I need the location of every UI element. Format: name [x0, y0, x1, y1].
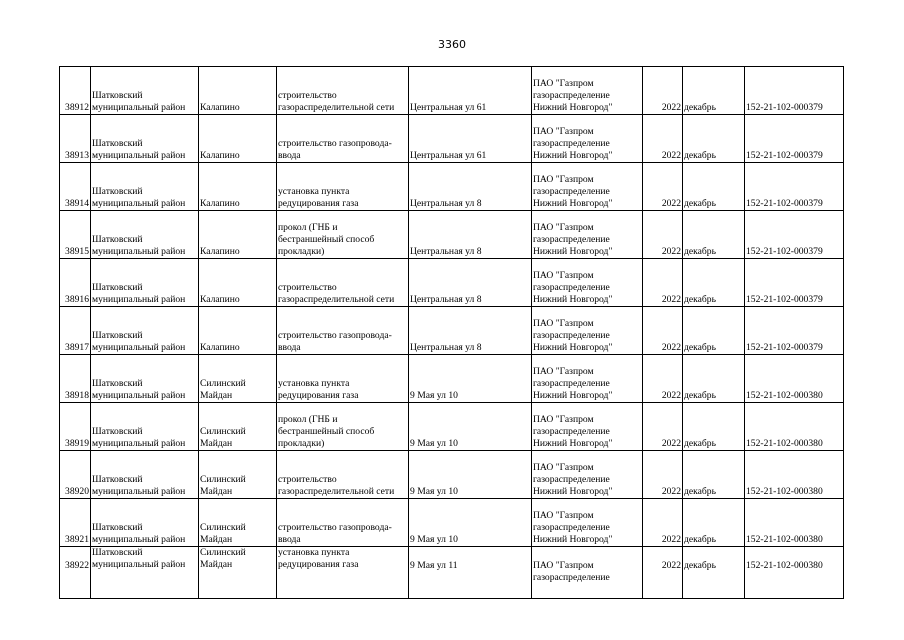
- cell-locality: [199, 67, 277, 115]
- cell-work-type: [277, 163, 409, 211]
- cell-address: 9 Мая ул 10: [409, 403, 532, 451]
- cell-district-line: Шатковский: [92, 522, 143, 533]
- cell-month: декабрь: [683, 499, 745, 547]
- cell-number: 38916: [60, 259, 91, 307]
- cell-organization: [532, 451, 643, 499]
- cell-code: 152-21-102-000379: [745, 67, 844, 115]
- cell-work-type-line: газораспределительной сети: [278, 486, 395, 497]
- cell-organization-line: ПАО "Газпром: [533, 126, 594, 137]
- cell-organization: [532, 259, 643, 307]
- cell-work-type: [277, 67, 409, 115]
- cell-work-type-line: редуцирования газа: [278, 559, 359, 570]
- table-row: [60, 163, 844, 211]
- gas-works-table: [59, 66, 844, 599]
- cell-number: 38922: [60, 547, 91, 599]
- cell-organization-line: Нижний Новгород": [533, 102, 613, 113]
- cell-district-line: муниципальный район: [92, 198, 186, 209]
- cell-number: 38912: [60, 67, 91, 115]
- cell-locality: [199, 547, 277, 599]
- cell-organization-line: ПАО "Газпром: [533, 462, 594, 473]
- cell-organization-line: газораспределение: [533, 522, 610, 533]
- cell-work-type-line: установка пункта: [278, 186, 350, 197]
- cell-month: декабрь: [683, 115, 745, 163]
- cell-district-line: Шатковский: [92, 138, 143, 149]
- cell-district-line: Шатковский: [92, 426, 143, 437]
- cell-organization-line: Нижний Новгород": [533, 198, 613, 209]
- cell-work-type-line: прокладки): [278, 246, 325, 257]
- cell-district-line: Шатковский: [92, 378, 143, 389]
- cell-code: 152-21-102-000380: [745, 355, 844, 403]
- cell-code: 152-21-102-000379: [745, 163, 844, 211]
- cell-work-type-line: бестраншейный способ: [278, 234, 375, 245]
- cell-year: 2022: [643, 499, 683, 547]
- cell-organization-line: газораспределение: [533, 426, 610, 437]
- cell-address: Центральная ул 61: [409, 67, 532, 115]
- cell-number: 38913: [60, 115, 91, 163]
- cell-organization-line: ПАО "Газпром: [533, 222, 594, 233]
- cell-year: 2022: [643, 403, 683, 451]
- cell-year: 2022: [643, 547, 683, 599]
- cell-organization-line: Нижний Новгород": [533, 534, 613, 545]
- cell-organization: [532, 307, 643, 355]
- cell-organization-line: газораспределение: [533, 282, 610, 293]
- cell-district-line: муниципальный район: [92, 150, 186, 161]
- cell-locality-line: Силинский: [200, 378, 246, 389]
- cell-work-type: [277, 451, 409, 499]
- cell-organization-line: газораспределение: [533, 234, 610, 245]
- cell-locality-line: Калапино: [200, 246, 240, 257]
- table-row: [60, 451, 844, 499]
- cell-work-type-line: установка пункта: [278, 378, 350, 389]
- cell-organization-line: газораспределение: [533, 138, 610, 149]
- cell-code: 152-21-102-000380: [745, 499, 844, 547]
- cell-address: Центральная ул 8: [409, 163, 532, 211]
- cell-locality-line: Майдан: [200, 390, 233, 401]
- cell-locality-line: Майдан: [200, 534, 233, 545]
- cell-locality-line: Калапино: [200, 150, 240, 161]
- cell-work-type-line: ввода: [278, 342, 301, 353]
- cell-address: Центральная ул 8: [409, 211, 532, 259]
- cell-number: 38919: [60, 403, 91, 451]
- cell-locality: [199, 259, 277, 307]
- cell-organization-line: ПАО "Газпром: [533, 270, 594, 281]
- cell-work-type-line: прокол (ГНБ и: [278, 414, 338, 425]
- table-row: [60, 115, 844, 163]
- cell-organization-line: ПАО "Газпром: [533, 510, 594, 521]
- cell-code: 152-21-102-000379: [745, 115, 844, 163]
- cell-work-type: [277, 403, 409, 451]
- cell-address: Центральная ул 61: [409, 115, 532, 163]
- cell-organization-line: Нижний Новгород": [533, 390, 613, 401]
- table-row: [60, 499, 844, 547]
- cell-address: 9 Мая ул 10: [409, 451, 532, 499]
- cell-work-type-line: строительство: [278, 90, 337, 101]
- cell-organization: [532, 355, 643, 403]
- cell-month: декабрь: [683, 163, 745, 211]
- cell-district-line: муниципальный район: [92, 342, 186, 353]
- cell-number: 38915: [60, 211, 91, 259]
- cell-month: декабрь: [683, 211, 745, 259]
- cell-district: [91, 499, 199, 547]
- cell-work-type: [277, 211, 409, 259]
- cell-organization: [532, 547, 643, 599]
- cell-locality: [199, 499, 277, 547]
- cell-organization-line: ПАО "Газпром: [533, 318, 594, 329]
- cell-number: 38920: [60, 451, 91, 499]
- cell-year: 2022: [643, 355, 683, 403]
- cell-month: декабрь: [683, 403, 745, 451]
- cell-district: [91, 115, 199, 163]
- cell-organization-line: ПАО "Газпром: [533, 174, 594, 185]
- cell-organization-line: ПАО "Газпром: [533, 78, 594, 89]
- cell-number: 38921: [60, 499, 91, 547]
- cell-district-line: Шатковский: [92, 330, 143, 341]
- cell-locality-line: Калапино: [200, 198, 240, 209]
- cell-organization-line: Нижний Новгород": [533, 246, 613, 257]
- cell-organization-line: газораспределение: [533, 186, 610, 197]
- cell-month: декабрь: [683, 355, 745, 403]
- cell-district-line: муниципальный район: [92, 246, 186, 257]
- cell-organization-line: газораспределение: [533, 90, 610, 101]
- table-row: [60, 259, 844, 307]
- cell-district-line: муниципальный район: [92, 294, 186, 305]
- cell-year: 2022: [643, 67, 683, 115]
- cell-locality: [199, 115, 277, 163]
- cell-organization-line: Нижний Новгород": [533, 342, 613, 353]
- cell-work-type-line: строительство: [278, 474, 337, 485]
- cell-organization-line: газораспределение: [533, 378, 610, 389]
- cell-year: 2022: [643, 211, 683, 259]
- cell-work-type: [277, 355, 409, 403]
- cell-locality: [199, 211, 277, 259]
- cell-district-line: муниципальный район: [92, 102, 186, 113]
- cell-number: 38918: [60, 355, 91, 403]
- cell-work-type-line: прокладки): [278, 438, 325, 449]
- cell-organization-line: Нижний Новгород": [533, 486, 613, 497]
- cell-work-type-line: газораспределительной сети: [278, 102, 395, 113]
- cell-locality-line: Силинский: [200, 426, 246, 437]
- cell-locality: [199, 307, 277, 355]
- cell-district: [91, 211, 199, 259]
- cell-number: 38914: [60, 163, 91, 211]
- cell-locality-line: Силинский: [200, 547, 246, 558]
- cell-work-type-line: строительство газопровода-: [278, 138, 392, 149]
- cell-work-type: [277, 115, 409, 163]
- cell-organization: [532, 67, 643, 115]
- cell-organization-line: газораспределение: [533, 572, 610, 583]
- cell-year: 2022: [643, 259, 683, 307]
- cell-year: 2022: [643, 307, 683, 355]
- cell-locality-line: Калапино: [200, 102, 240, 113]
- cell-district-line: муниципальный район: [92, 438, 186, 449]
- cell-district-line: Шатковский: [92, 282, 143, 293]
- cell-locality: [199, 403, 277, 451]
- cell-organization-line: ПАО "Газпром: [533, 560, 594, 571]
- cell-work-type-line: прокол (ГНБ и: [278, 222, 338, 233]
- cell-code: 152-21-102-000380: [745, 547, 844, 599]
- page-number: 3360: [438, 38, 466, 51]
- cell-district-line: муниципальный район: [92, 390, 186, 401]
- cell-district-line: Шатковский: [92, 234, 143, 245]
- cell-number: 38917: [60, 307, 91, 355]
- cell-month: декабрь: [683, 547, 745, 599]
- cell-district: [91, 355, 199, 403]
- cell-year: 2022: [643, 451, 683, 499]
- cell-organization: [532, 499, 643, 547]
- table-body: [60, 67, 844, 599]
- cell-locality-line: Майдан: [200, 438, 233, 449]
- cell-organization-line: ПАО "Газпром: [533, 414, 594, 425]
- cell-locality-line: Калапино: [200, 294, 240, 305]
- cell-district-line: муниципальный район: [92, 486, 186, 497]
- cell-locality-line: Силинский: [200, 474, 246, 485]
- cell-work-type: [277, 547, 409, 599]
- cell-work-type-line: редуцирования газа: [278, 198, 359, 209]
- cell-district: [91, 259, 199, 307]
- cell-work-type: [277, 307, 409, 355]
- cell-year: 2022: [643, 163, 683, 211]
- cell-code: 152-21-102-000380: [745, 403, 844, 451]
- cell-district-line: Шатковский: [92, 474, 143, 485]
- cell-work-type-line: бестраншейный способ: [278, 426, 375, 437]
- cell-organization-line: Нижний Новгород": [533, 294, 613, 305]
- cell-district: [91, 67, 199, 115]
- table-row: [60, 547, 844, 599]
- cell-locality-line: Майдан: [200, 559, 233, 570]
- table-row: [60, 403, 844, 451]
- cell-district: [91, 307, 199, 355]
- cell-locality-line: Майдан: [200, 486, 233, 497]
- cell-district: [91, 451, 199, 499]
- cell-work-type-line: строительство газопровода-: [278, 330, 392, 341]
- cell-district-line: муниципальный район: [92, 559, 186, 570]
- cell-organization-line: газораспределение: [533, 474, 610, 485]
- cell-work-type-line: ввода: [278, 534, 301, 545]
- cell-work-type-line: строительство газопровода-: [278, 522, 392, 533]
- cell-district-line: муниципальный район: [92, 534, 186, 545]
- cell-district-line: Шатковский: [92, 186, 143, 197]
- cell-work-type-line: газораспределительной сети: [278, 294, 395, 305]
- cell-address: Центральная ул 8: [409, 307, 532, 355]
- cell-locality-line: Калапино: [200, 342, 240, 353]
- cell-locality: [199, 355, 277, 403]
- cell-organization: [532, 115, 643, 163]
- cell-work-type-line: редуцирования газа: [278, 390, 359, 401]
- cell-organization-line: ПАО "Газпром: [533, 366, 594, 377]
- cell-code: 152-21-102-000380: [745, 451, 844, 499]
- cell-work-type-line: строительство: [278, 282, 337, 293]
- cell-year: 2022: [643, 115, 683, 163]
- table-row: [60, 355, 844, 403]
- cell-district-line: Шатковский: [92, 547, 143, 558]
- cell-month: декабрь: [683, 451, 745, 499]
- cell-month: декабрь: [683, 307, 745, 355]
- cell-district: [91, 163, 199, 211]
- cell-locality: [199, 163, 277, 211]
- cell-code: 152-21-102-000379: [745, 259, 844, 307]
- cell-locality: [199, 451, 277, 499]
- cell-organization-line: Нижний Новгород": [533, 438, 613, 449]
- cell-address: 9 Мая ул 10: [409, 355, 532, 403]
- cell-work-type-line: установка пункта: [278, 547, 350, 558]
- cell-organization-line: Нижний Новгород": [533, 150, 613, 161]
- table-row: [60, 67, 844, 115]
- table-row: [60, 307, 844, 355]
- cell-code: 152-21-102-000379: [745, 211, 844, 259]
- cell-month: декабрь: [683, 67, 745, 115]
- cell-district-line: Шатковский: [92, 90, 143, 101]
- table-row: [60, 211, 844, 259]
- cell-address: Центральная ул 8: [409, 259, 532, 307]
- cell-district: [91, 403, 199, 451]
- cell-address: 9 Мая ул 11: [409, 547, 532, 599]
- cell-organization: [532, 163, 643, 211]
- cell-organization-line: газораспределение: [533, 330, 610, 341]
- cell-work-type: [277, 499, 409, 547]
- cell-code: 152-21-102-000379: [745, 307, 844, 355]
- cell-work-type: [277, 259, 409, 307]
- cell-work-type-line: ввода: [278, 150, 301, 161]
- cell-address: 9 Мая ул 10: [409, 499, 532, 547]
- cell-district: [91, 547, 199, 599]
- cell-organization: [532, 403, 643, 451]
- cell-organization: [532, 211, 643, 259]
- cell-locality-line: Силинский: [200, 522, 246, 533]
- cell-month: декабрь: [683, 259, 745, 307]
